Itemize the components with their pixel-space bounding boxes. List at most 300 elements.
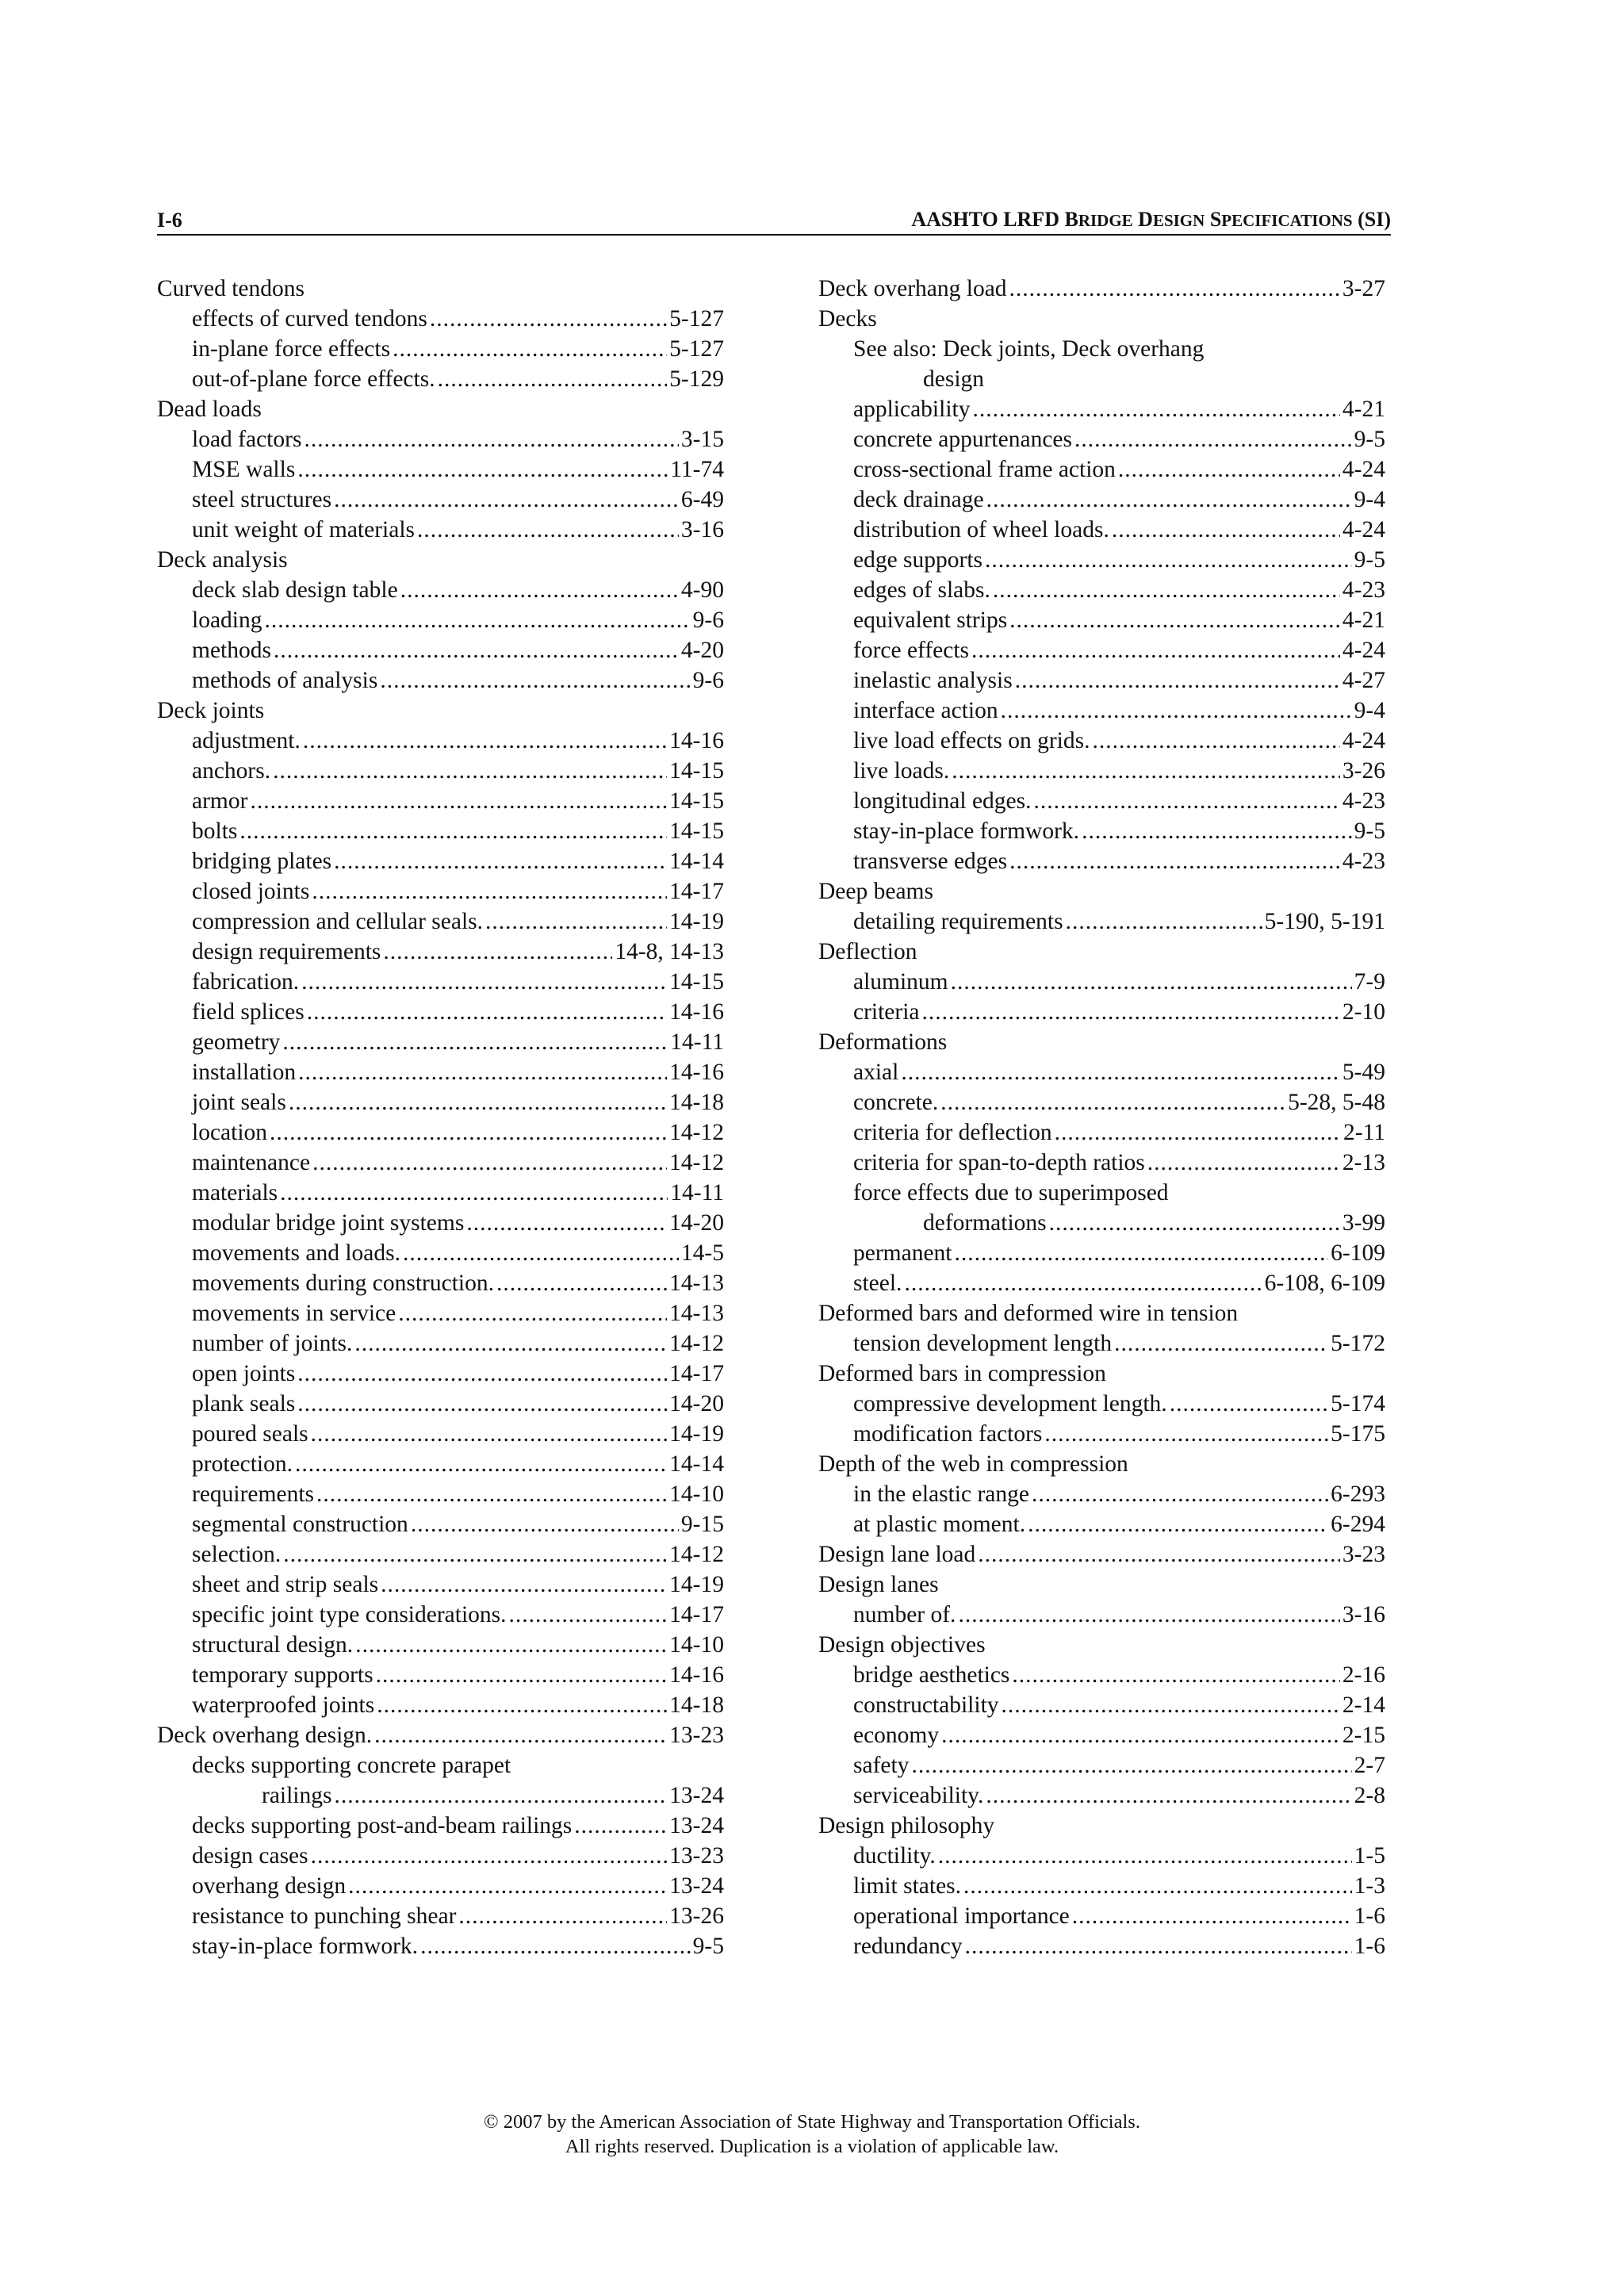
index-term: limit states. (853, 1873, 962, 1899)
index-entry (818, 1479, 1385, 1509)
index-term: criteria (853, 999, 920, 1025)
index-entry (818, 967, 1385, 997)
index-entry (818, 786, 1385, 816)
page-reference: 14-17 (669, 1361, 724, 1386)
leader-dots (901, 1057, 1340, 1087)
page-reference: 4-23 (1342, 788, 1385, 814)
index-entry (157, 1570, 724, 1600)
index-entry (818, 454, 1385, 485)
page-reference: 9-6 (692, 608, 724, 633)
index-term: modification factors (853, 1421, 1043, 1447)
index-term: selection. (192, 1542, 282, 1567)
index-term: resistance to punching shear (192, 1903, 457, 1929)
page-reference: 7-9 (1354, 969, 1385, 995)
page-reference: 14-16 (669, 728, 724, 753)
index-term: Deep beams (818, 879, 933, 904)
page-reference: 14-13 (669, 1301, 724, 1326)
index-entry (818, 1208, 1385, 1238)
page-reference: 9-5 (1354, 547, 1385, 573)
page-reference: 2-15 (1342, 1723, 1385, 1748)
page-reference: 11-74 (670, 457, 724, 482)
index-entry (818, 545, 1385, 575)
page-reference: 2-11 (1343, 1120, 1385, 1145)
index-term: effects of curved tendons (192, 306, 427, 332)
index-term: tension development length (853, 1331, 1113, 1356)
index-entry (157, 545, 724, 575)
page-reference: 6-293 (1331, 1481, 1385, 1507)
index-entry (157, 1931, 724, 1961)
index-term: specific joint type considerations. (192, 1602, 507, 1627)
index-term: load factors (192, 427, 302, 452)
index-entry (157, 937, 724, 967)
index-entry (157, 1509, 724, 1539)
page-reference: 14-15 (669, 818, 724, 844)
index-entry (157, 997, 724, 1027)
leader-dots (1092, 726, 1339, 756)
index-term: detailing requirements (853, 909, 1063, 934)
page-reference: 14-15 (669, 969, 724, 995)
page-reference: 2-10 (1342, 999, 1385, 1025)
index-term: applicability (853, 397, 971, 422)
index-term: criteria for span-to-depth ratios (853, 1150, 1145, 1175)
index-entry (818, 1720, 1385, 1750)
index-term: serviceability. (853, 1783, 984, 1808)
index-term: compression and cellular seals. (192, 909, 483, 934)
index-entry (818, 1328, 1385, 1359)
index-entry (157, 696, 724, 726)
index-entry (818, 1570, 1385, 1600)
index-term: equivalent strips (853, 608, 1008, 633)
index-entry (157, 515, 724, 545)
index-entry (157, 364, 724, 394)
index-term: cross-sectional frame action (853, 457, 1116, 482)
index-term: movements and loads. (192, 1240, 400, 1266)
index-entry (818, 424, 1385, 454)
index-entry (157, 1871, 724, 1901)
index-entry (157, 665, 724, 696)
leader-dots (1066, 907, 1262, 937)
index-entry (157, 1539, 724, 1570)
index-entry (818, 1298, 1385, 1328)
leader-dots (283, 1539, 667, 1570)
index-entry (818, 635, 1385, 665)
page-reference: 9-5 (1354, 818, 1385, 844)
index-entry (818, 605, 1385, 635)
index-entry (818, 1660, 1385, 1690)
index-term: segmental construction (192, 1512, 408, 1537)
page-reference: 3-15 (680, 427, 724, 452)
index-term: adjustment. (192, 728, 301, 753)
leader-dots (978, 1539, 1340, 1570)
leader-dots (411, 1509, 679, 1539)
leader-dots (1009, 846, 1340, 876)
index-entry (157, 846, 724, 876)
index-entry (818, 846, 1385, 876)
index-term: constructability (853, 1692, 999, 1718)
page-reference: 3-23 (1342, 1542, 1385, 1567)
page-reference: 9-6 (692, 668, 724, 693)
leader-dots (1147, 1148, 1340, 1178)
index-term: field splices (192, 999, 304, 1025)
index-term: temporary supports (192, 1662, 373, 1688)
index-column-left (157, 274, 724, 1961)
page-reference: 14-12 (669, 1331, 724, 1356)
page-reference: 3-26 (1342, 758, 1385, 784)
leader-dots (958, 1600, 1339, 1630)
page-reference: 2-8 (1354, 1783, 1385, 1808)
leader-dots (993, 575, 1340, 605)
index-entry (157, 454, 724, 485)
leader-dots (270, 1117, 667, 1148)
index-term: live load effects on grids. (853, 728, 1090, 753)
index-term: out-of-plane force effects. (192, 366, 435, 392)
index-entry (157, 907, 724, 937)
index-entry (157, 575, 724, 605)
index-term: bridging plates (192, 849, 332, 874)
leader-dots (420, 1931, 691, 1961)
leader-dots (265, 605, 691, 635)
leader-dots (1009, 605, 1340, 635)
leader-dots (940, 1087, 1285, 1117)
index-term: Deformations (818, 1029, 948, 1055)
leader-dots (438, 364, 668, 394)
leader-dots (458, 1901, 667, 1931)
index-term: distribution of wheel loads. (853, 517, 1109, 542)
index-term: edge supports (853, 547, 983, 573)
index-term: economy (853, 1723, 940, 1748)
index-term: inelastic analysis (853, 668, 1013, 693)
index-term: unit weight of materials (192, 517, 415, 542)
index-entry (157, 816, 724, 846)
index-entry (157, 1841, 724, 1871)
rights-line: All rights reserved. Duplication is a violation of applicable law. (565, 2136, 1059, 2157)
index-term: Design lane load (818, 1542, 976, 1567)
index-term: sheet and strip seals (192, 1572, 379, 1597)
index-term: armor (192, 788, 248, 814)
page-reference: 14-17 (669, 879, 724, 904)
leader-dots (1082, 816, 1352, 846)
page-reference: 14-17 (669, 1602, 724, 1627)
index-term: modular bridge joint systems (192, 1210, 465, 1236)
page-reference: 14-15 (669, 788, 724, 814)
index-term: Deck joints (157, 698, 265, 723)
page-reference: 3-16 (1342, 1602, 1385, 1627)
page-reference: 14-5 (680, 1240, 724, 1266)
page-reference: 4-27 (1342, 668, 1385, 693)
leader-dots (376, 1660, 668, 1690)
index-entry (157, 1148, 724, 1178)
leader-dots (282, 1027, 668, 1057)
page-reference: 5-49 (1342, 1060, 1385, 1085)
index-term: fabrication. (192, 969, 300, 995)
leader-dots (986, 485, 1352, 515)
index-entry (818, 274, 1385, 304)
index-entry (157, 756, 724, 786)
index-entry (818, 1238, 1385, 1268)
leader-dots (312, 876, 667, 907)
index-term: Deflection (818, 939, 917, 964)
index-entry (157, 1780, 724, 1811)
leader-dots (985, 545, 1352, 575)
index-term: Design philosophy (818, 1813, 995, 1838)
leader-dots (1072, 1901, 1352, 1931)
index-term: maintenance (192, 1150, 311, 1175)
page-reference: 9-5 (692, 1934, 724, 1959)
index-entry (818, 1178, 1385, 1208)
index-entry (818, 1931, 1385, 1961)
index-term: design (923, 366, 985, 392)
index-term: number of. (853, 1602, 956, 1627)
index-entry (818, 334, 1385, 364)
leader-dots (403, 1238, 679, 1268)
leader-dots (1044, 1419, 1328, 1449)
index-term: edges of slabs. (853, 577, 990, 603)
index-term: bridge aesthetics (853, 1662, 1010, 1688)
page-reference: 14-14 (669, 849, 724, 874)
leader-dots (496, 1268, 667, 1298)
index-term: number of joints. (192, 1331, 353, 1356)
page-reference: 14-20 (669, 1391, 724, 1416)
leader-dots (381, 1570, 667, 1600)
leader-dots (348, 1871, 667, 1901)
index-entry (157, 1419, 724, 1449)
index-entry (818, 1359, 1385, 1389)
page-reference: 9-4 (1354, 698, 1385, 723)
index-entry (818, 665, 1385, 696)
index-term: open joints (192, 1361, 296, 1386)
leader-dots (311, 1419, 668, 1449)
leader-dots (1055, 1117, 1341, 1148)
page-reference: 4-24 (1342, 728, 1385, 753)
index-term: interface action (853, 698, 998, 723)
index-entry (818, 1811, 1385, 1841)
index-entry (157, 334, 724, 364)
index-term: deck slab design table (192, 577, 398, 603)
page-reference: 5-129 (669, 366, 724, 392)
index-entry (818, 1901, 1385, 1931)
page-reference: 2-16 (1342, 1662, 1385, 1688)
index-term: protection. (192, 1451, 293, 1477)
page-reference: 13-23 (669, 1723, 724, 1748)
index-entry (157, 967, 724, 997)
page-reference: 5-175 (1331, 1421, 1385, 1447)
leader-dots (297, 454, 668, 485)
index-term: Depth of the web in compression (818, 1451, 1128, 1477)
index-entry (818, 515, 1385, 545)
page-reference: 4-24 (1342, 457, 1385, 482)
index-entry (157, 1600, 724, 1630)
index-entry (157, 786, 724, 816)
page-reference: 13-24 (669, 1873, 724, 1899)
page-reference: 4-21 (1342, 397, 1385, 422)
leader-dots (971, 635, 1340, 665)
leader-dots (298, 1057, 667, 1087)
index-entry (818, 997, 1385, 1027)
index-entry (818, 876, 1385, 907)
index-entry (818, 1539, 1385, 1570)
page-reference: 5-127 (669, 306, 724, 332)
index-entry (157, 1660, 724, 1690)
index-entry (157, 1117, 724, 1148)
index-term: geometry (192, 1029, 281, 1055)
page-reference: 4-21 (1342, 608, 1385, 633)
page-header (157, 208, 1391, 236)
index-term: axial (853, 1060, 899, 1085)
page-reference: 13-23 (669, 1843, 724, 1869)
leader-dots (297, 1389, 667, 1419)
index-entry (157, 1449, 724, 1479)
page-reference: 5-174 (1331, 1391, 1385, 1416)
page-reference: 9-5 (1354, 427, 1385, 452)
index-entry (818, 1027, 1385, 1057)
leader-dots (955, 1238, 1329, 1268)
index-entry (157, 1298, 724, 1328)
page-reference: 6-294 (1331, 1512, 1385, 1537)
index-term: steel structures (192, 487, 332, 512)
index-term: See also: Deck joints, Deck overhang (853, 336, 1205, 362)
index-term: methods (192, 638, 271, 663)
index-term: redundancy (853, 1934, 963, 1959)
index-entry (157, 1057, 724, 1087)
index-term: poured seals (192, 1421, 308, 1447)
index-term: aluminum (853, 969, 948, 995)
index-entry (818, 575, 1385, 605)
leader-dots (904, 1268, 1262, 1298)
page-reference: 14-15 (669, 758, 724, 784)
page-number: I-6 (157, 209, 182, 232)
leader-dots (965, 1931, 1352, 1961)
index-term: Decks (818, 306, 877, 332)
index-term: Design objectives (818, 1632, 986, 1658)
index-term: Deformed bars in compression (818, 1361, 1106, 1386)
index-term: Deck analysis (157, 547, 288, 573)
index-entry (157, 1328, 724, 1359)
index-entry (818, 304, 1385, 334)
leader-dots (922, 997, 1340, 1027)
index-entry (818, 756, 1385, 786)
leader-dots (1114, 1328, 1328, 1359)
leader-dots (466, 1208, 667, 1238)
index-entry (157, 1720, 724, 1750)
index-entry (157, 485, 724, 515)
leader-dots (430, 304, 667, 334)
index-entry (818, 1268, 1385, 1298)
leader-dots (377, 1690, 667, 1720)
running-title: AASHTO LRFD BRIDGE DESIGN SPECIFICATIONS (SI) (911, 208, 1391, 231)
page-reference: 2-14 (1342, 1692, 1385, 1718)
index-term: Design lanes (818, 1572, 939, 1597)
leader-dots (274, 635, 679, 665)
index-entry (157, 1690, 724, 1720)
page-reference: 14-19 (669, 1421, 724, 1447)
index-entry (818, 1148, 1385, 1178)
leader-dots (303, 726, 667, 756)
index-term: location (192, 1120, 268, 1145)
index-term: stay-in-place formwork. (192, 1934, 419, 1959)
index-term: overhang design (192, 1873, 347, 1899)
leader-dots (1118, 454, 1340, 485)
leader-dots (1015, 665, 1340, 696)
copyright-line: © 2007 by the American Association of State Highway and Transportation Officials. (484, 2111, 1140, 2133)
page-reference: 14-12 (669, 1120, 724, 1145)
index-entry (818, 394, 1385, 424)
page-reference: 6-109 (1331, 1240, 1385, 1266)
index-term: longitudinal edges. (853, 788, 1032, 814)
page-reference: 4-23 (1342, 849, 1385, 874)
index-entry (818, 937, 1385, 967)
leader-dots (1009, 274, 1340, 304)
index-term: railings (262, 1783, 332, 1808)
page-reference: 1-3 (1354, 1873, 1385, 1899)
leader-dots (1002, 1690, 1340, 1720)
index-entry (157, 1630, 724, 1660)
index-term: closed joints (192, 879, 310, 904)
page-reference: 5-190, 5-191 (1264, 909, 1385, 934)
index-entry (818, 485, 1385, 515)
index-entry (818, 1117, 1385, 1148)
leader-dots (972, 394, 1339, 424)
page-reference: 3-99 (1342, 1210, 1385, 1236)
index-entry (157, 1268, 724, 1298)
index-entry (818, 907, 1385, 937)
leader-dots (301, 967, 667, 997)
page-reference: 14-16 (669, 1060, 724, 1085)
index-term: force effects (853, 638, 970, 663)
index-term: waterproofed joints (192, 1692, 375, 1718)
index-term: methods of analysis (192, 668, 378, 693)
index-entry (157, 394, 724, 424)
leader-dots (374, 1720, 667, 1750)
index-term: steel. (853, 1271, 902, 1296)
index-entry (818, 1449, 1385, 1479)
index-entry (157, 1178, 724, 1208)
page-reference: 5-28, 5-48 (1288, 1090, 1385, 1115)
index-entry (818, 1630, 1385, 1660)
index-term: bolts (192, 818, 238, 844)
index-entry (157, 424, 724, 454)
index-term: Dead loads (157, 397, 262, 422)
page-reference: 2-7 (1354, 1753, 1385, 1778)
index-entry (818, 1509, 1385, 1539)
page-reference: 6-49 (680, 487, 724, 512)
index-term: MSE walls (192, 457, 296, 482)
page-reference: 14-18 (669, 1692, 724, 1718)
page-reference: 1-6 (1354, 1903, 1385, 1929)
leader-dots (952, 756, 1340, 786)
page-reference: 6-108, 6-109 (1264, 1271, 1385, 1296)
leader-dots (963, 1871, 1352, 1901)
index-term: stay-in-place formwork. (853, 818, 1080, 844)
index-term: anchors. (192, 758, 271, 784)
index-term: materials (192, 1180, 278, 1205)
index-term: deformations (923, 1210, 1047, 1236)
leader-dots (304, 424, 678, 454)
leader-dots (239, 816, 667, 846)
index-term: compressive development length. (853, 1391, 1167, 1416)
index-entry (157, 1479, 724, 1509)
index-entry (157, 635, 724, 665)
index-entry (157, 1238, 724, 1268)
index-entry (818, 1841, 1385, 1871)
leader-dots (1074, 424, 1352, 454)
index-term: force effects due to superimposed (853, 1180, 1169, 1205)
index-entry (157, 1027, 724, 1057)
page-reference: 14-10 (669, 1481, 724, 1507)
page-reference: 13-26 (669, 1903, 724, 1929)
index-term: concrete appurtenances (853, 427, 1072, 452)
index-term: Deck overhang design. (157, 1723, 373, 1748)
leader-dots (417, 515, 679, 545)
